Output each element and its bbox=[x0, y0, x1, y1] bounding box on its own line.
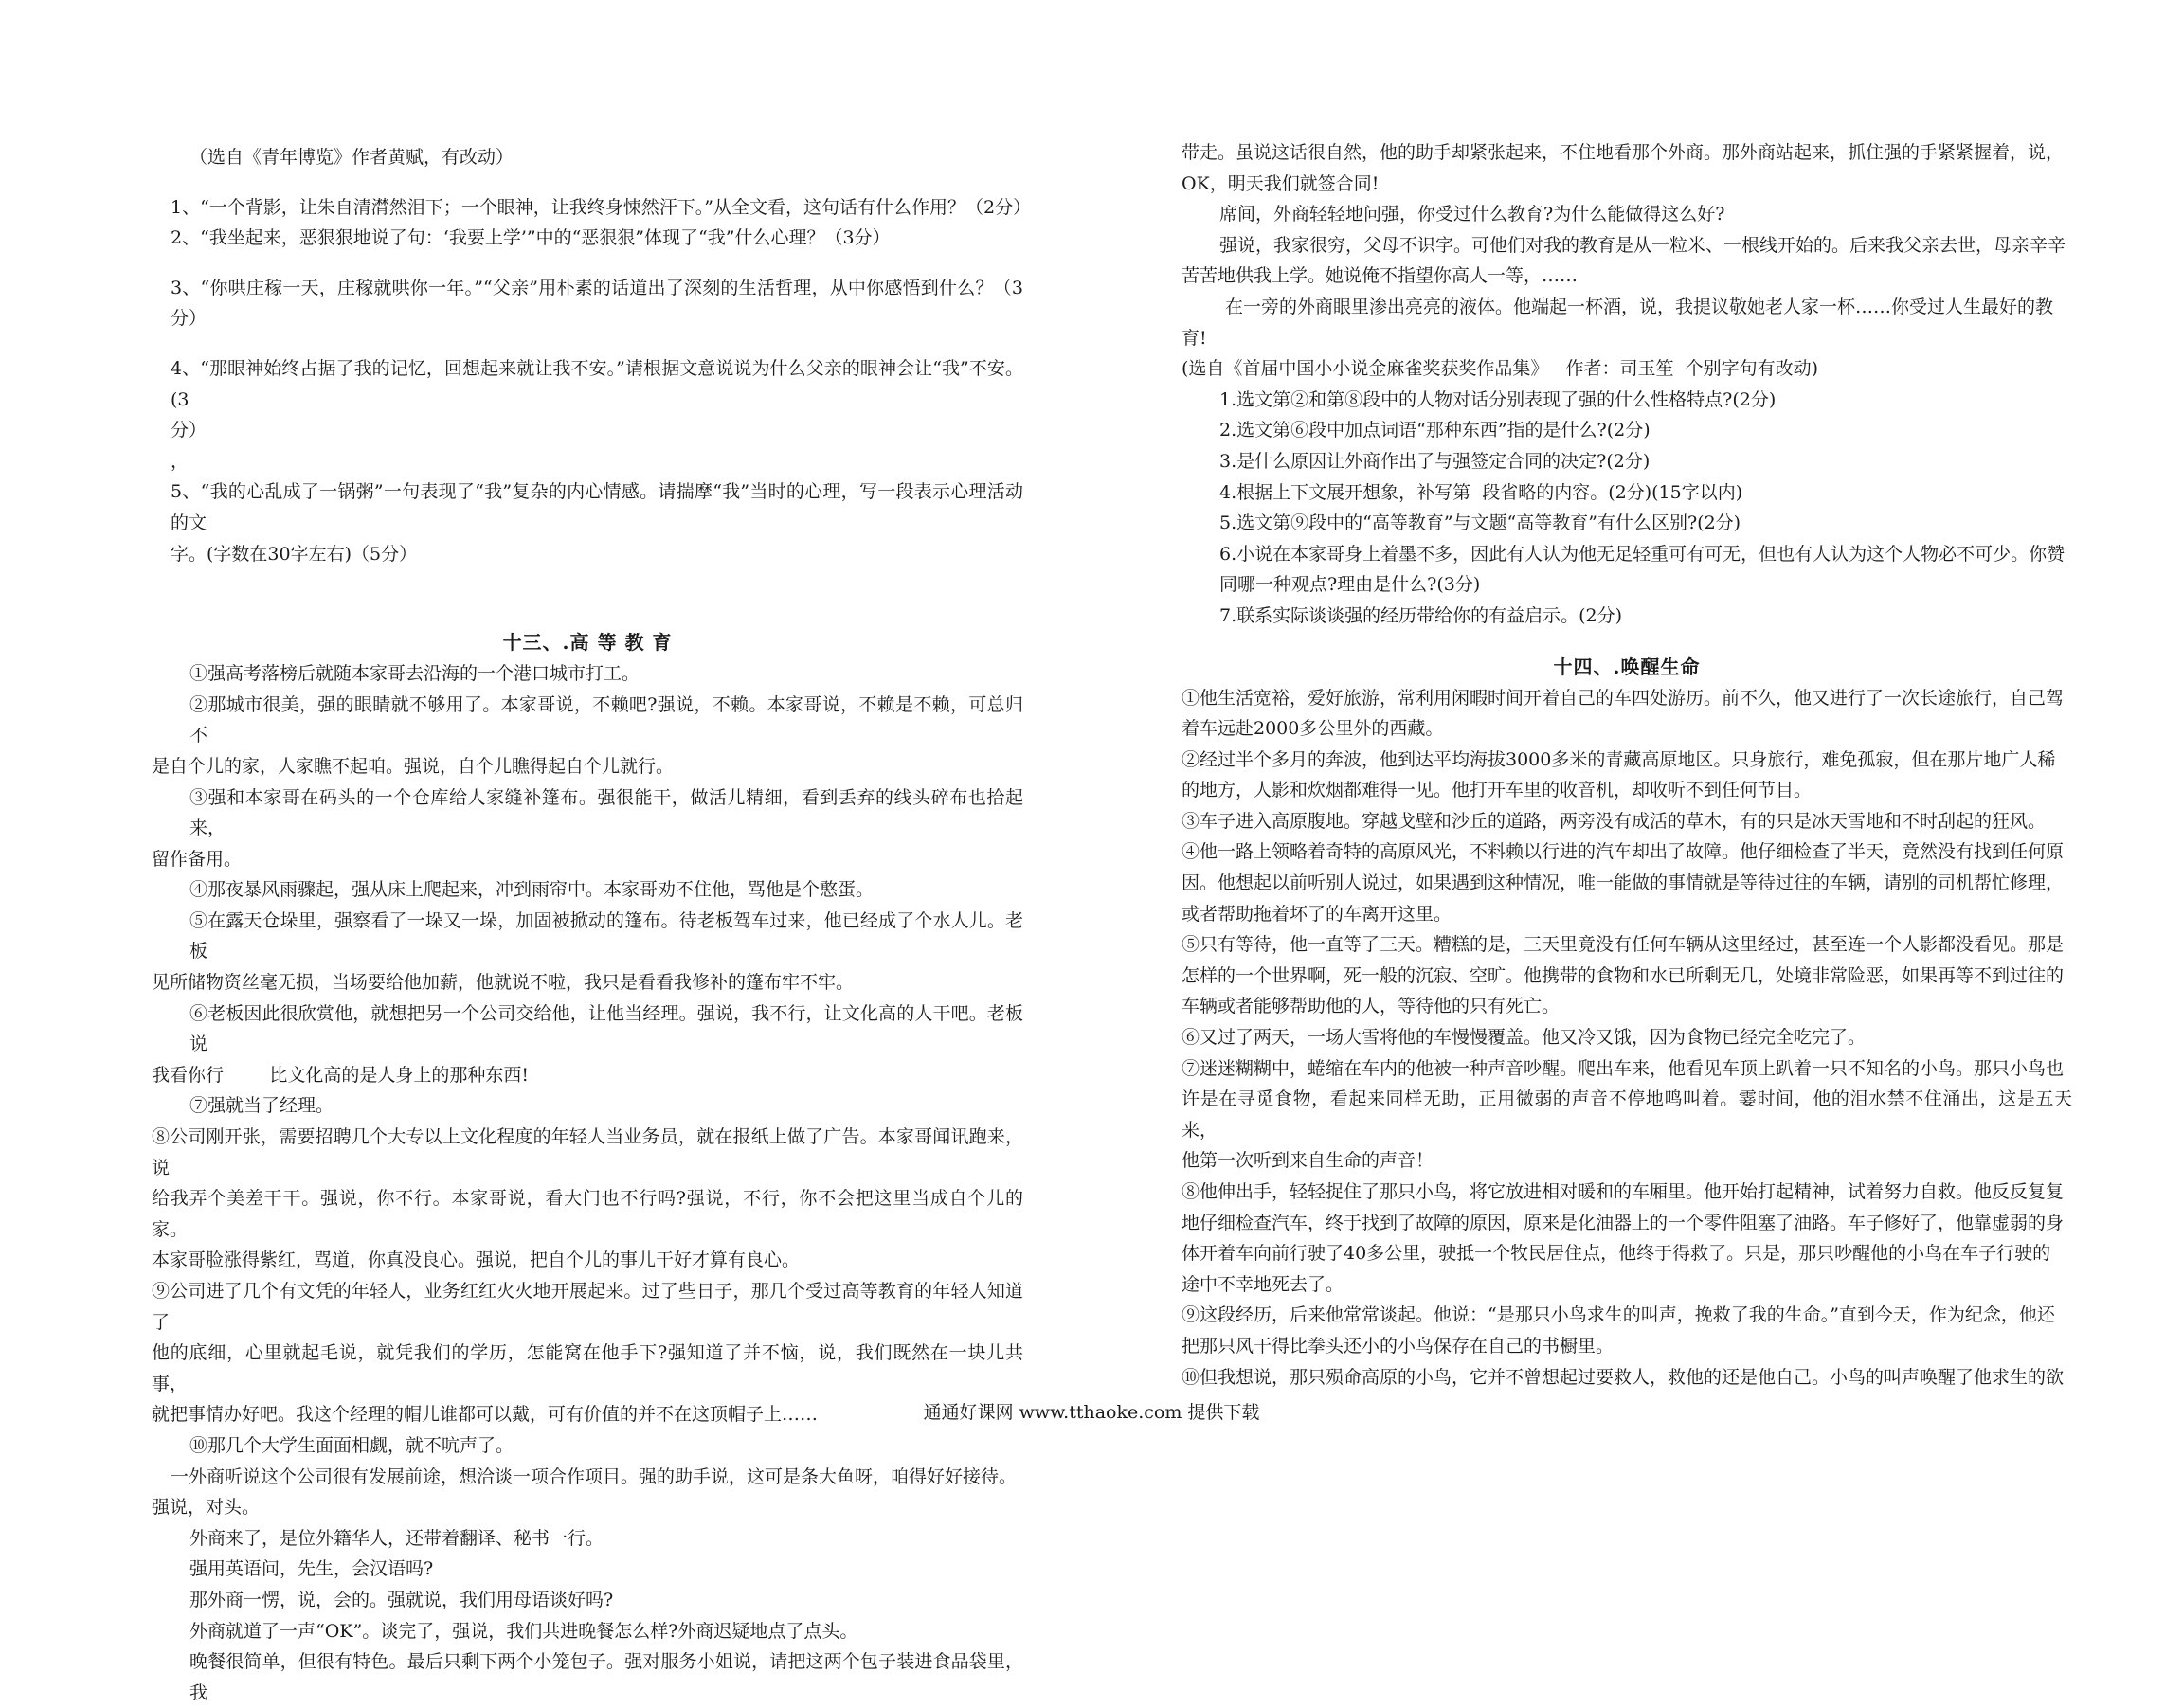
story-awaken-life bbox=[1182, 683, 2072, 1393]
paragraph-line: 晚餐很简单，但很有特色。最后只剩下两个小笼包子。强对服务小姐说，请把这两个包子装进食品袋里，我 bbox=[189, 1651, 1023, 1703]
question-line: 字。(字数在30字左右)（5分） bbox=[171, 543, 418, 565]
paragraph-line: 外商来了，是位外籍华人，还带着翻译、秘书一行。 bbox=[189, 1527, 604, 1549]
paragraph-line: ②经过半个多月的奔波，他到达平均海拔3000多米的青藏高原地区。只身旅行，难免孤寂，但在那片地广人稀 bbox=[1182, 748, 2056, 770]
paragraph-line: 或者帮助拖着坏了的车离开这里。 bbox=[1182, 903, 1452, 925]
paragraph-line: 怎样的一个世界啊，死一般的沉寂、空旷。他携带的食物和水已所剩无几，处境非常险恶，如果再等不到过往的 bbox=[1182, 964, 2065, 986]
paragraph-line: OK，明天我们就签合同! bbox=[1182, 172, 1380, 194]
paragraph-line: 他第一次听到来自生命的声音！ bbox=[1182, 1150, 1434, 1172]
paragraph-line: 苦苦地供我上学。她说俺不指望你高人一等，…… bbox=[1182, 265, 1579, 287]
question-line: 分） bbox=[171, 420, 207, 441]
paragraph-line: ⑤在露天仓垛里，强察看了一垛又一垛，加固被掀动的篷布。待老板驾车过来，他已经成了个水人儿。老板 bbox=[189, 909, 1023, 962]
paragraph-line: 那外商一愣，说，会的。强就说，我们用母语谈好吗? bbox=[189, 1589, 614, 1610]
paragraph-line: 强用英语问，先生，会汉语吗? bbox=[189, 1558, 434, 1580]
paragraph-line: ①他生活宽裕，爱好旅游，常利用闲暇时间开着自己的车四处游历。前不久，他又进行了一次长途旅行，自己驾 bbox=[1182, 687, 2065, 709]
question-line: 2.选文第⑥段中加点词语“那种东西”指的是什么?(2分) bbox=[1219, 420, 1651, 441]
story-higher-education bbox=[152, 658, 1023, 1708]
question-line: 1.选文第②和第⑧段中的人物对话分别表现了强的什么性格特点?(2分) bbox=[1219, 388, 1777, 410]
paragraph-line: ⑥老板因此很欣赏他，就想把另一个公司交给他，让他当经理。强说，我不行，让文化高的人干吧。老板说 bbox=[189, 1002, 1023, 1055]
question-line: 3.是什么原因让外商作出了与强签定合同的决定?(2分) bbox=[1219, 450, 1651, 472]
paragraph-line: 留作备用。 bbox=[152, 848, 243, 870]
paragraph-line: 因。他想起以前听别人说过，如果遇到这种情况，唯一能做的事情就是等待过往的车辆，请别的司机帮忙修理， bbox=[1182, 872, 2065, 894]
paragraph-line: ⑩那几个大学生面面相觑，就不吭声了。 bbox=[189, 1434, 514, 1456]
paragraph-line: 他的底细，心里就起毛说，就凭我们的学历，怎能窝在他手下?强知道了并不恼，说，我们既然在一块儿共事， bbox=[152, 1342, 1023, 1394]
paragraph-line: 我看你行 比文化高的是人身上的那种东西! bbox=[152, 1064, 529, 1086]
paragraph-line: 见所储物资丝毫无损，当场要给他加薪，他就说不啦，我只是看看我修补的篷布牢不牢。 bbox=[152, 972, 855, 994]
paragraph-line: 席间，外商轻轻地问强，你受过什么教育?为什么能做得这么好? bbox=[1219, 204, 1725, 225]
paragraph-line: (选自《首届中国小小说金麻雀奖获奖作品集》 作者：司玉笙 个别字句有改动) bbox=[1182, 358, 1819, 380]
paragraph-line: 强说，对头。 bbox=[152, 1497, 261, 1519]
story-higher-education-cont bbox=[1182, 137, 2072, 385]
paragraph-line: 着车远赴2000多公里外的西藏。 bbox=[1182, 718, 1444, 740]
question-line: ， bbox=[171, 450, 189, 472]
paragraph-line: ⑤只有等待，他一直等了三天。糟糕的是，三天里竟没有任何车辆从这里经过，甚至连一个人影都没看见。那是 bbox=[1182, 934, 2065, 956]
paragraph-line: 育! bbox=[1182, 327, 1207, 349]
paragraph-line: ②那城市很美，强的眼睛就不够用了。本家哥说，不赖吧?强说，不赖。本家哥说，不赖是不赖，可总归不 bbox=[189, 693, 1023, 746]
paragraph-line: ③强和本家哥在码头的一个仓库给人家缝补篷布。强很能干，做活儿精细，看到丢弃的线头碎布也拾起来， bbox=[189, 786, 1023, 839]
paragraph-line: ⑩但我想说，那只殒命高原的小鸟，它并不曾想起过要救人，救他的还是他自己。小鸟的叫声唤醒了他求生的欲 bbox=[1182, 1366, 2065, 1388]
paragraph-line: ⑥又过了两天，一场大雪将他的车慢慢覆盖。他又冷又饿，因为食物已经完全吃完了。 bbox=[1182, 1027, 1867, 1049]
paragraph-line: 强说，我家很穷，父母不识字。可他们对我的教育是从一粒米、一根线开始的。后来我父亲去世，母亲辛辛 bbox=[1219, 234, 2066, 256]
question-line: 3、“你哄庄稼一天，庄稼就哄你一年。”“父亲”用朴素的话道出了深刻的生活哲理，从中你感悟到什么？（3分） bbox=[171, 277, 1023, 330]
paragraph-line: ⑨公司进了几个有文凭的年轻人，业务红红火火地开展起来。过了些日子，那几个受过高等教育的年轻人知道了 bbox=[152, 1281, 1023, 1333]
paragraph-line: ⑨这段经历，后来他常常谈起。他说：“是那只小鸟求生的叫声，挽救了我的生命。”直到今天，作为纪念，他还 bbox=[1182, 1304, 2055, 1326]
paragraph-line: ⑧他伸出手，轻轻捉住了那只小鸟，将它放进相对暖和的车厢里。他开始打起精神，试着努力自救。他反反复复 bbox=[1182, 1181, 2065, 1202]
paragraph-line: 给我弄个美差干干。强说，你不行。本家哥说，看大门也不行吗?强说，不行，你不会把这里当成自个儿的家。 bbox=[152, 1188, 1023, 1240]
paragraph-line: ①强高考落榜后就随本家哥去沿海的一个港口城市打工。 bbox=[189, 663, 640, 685]
source-note: （选自《青年博览》作者黄赋，有改动） bbox=[189, 147, 514, 168]
paragraph-line: 把那只风干得比拳头还小的小鸟保存在自己的书橱里。 bbox=[1182, 1335, 1615, 1357]
paragraph-line: 许是在寻觅食物，看起来同样无助，正用微弱的声音不停地鸣叫着。霎时间，他的泪水禁不住涌出，这是五天来， bbox=[1182, 1088, 2072, 1141]
left-column bbox=[152, 142, 1032, 1708]
question-line: 4、“那眼神始终占据了我的记忆，回想起来就让我不安。”请根据文意说说为什么父亲的眼神会让“我”不安。(3 bbox=[171, 357, 1023, 410]
paragraph-line: 体开着车向前行驶了40多公里，驶抵一个牧民居住点，他终于得救了。只是，那只吵醒他的小鸟在车子行驶的 bbox=[1182, 1243, 2051, 1265]
question-line: 2、“我坐起来，恶狠狠地说了句：‘我要上学’”中的“恶狠狠”体现了“我”什么心理？（3分） bbox=[171, 227, 891, 249]
question-line: 5.选文第⑨段中的“高等教育”与文题“高等教育”有什么区别?(2分) bbox=[1219, 512, 1741, 534]
paragraph-line: 就把事情办好吧。我这个经理的帽儿谁都可以戴，可有价值的并不在这顶帽子上…… bbox=[152, 1404, 819, 1426]
paragraph-line: 车辆或者能够帮助他的人，等待他的只有死亡。 bbox=[1182, 996, 1561, 1017]
paragraph-line: 的地方，人影和炊烟都难得一见。他打开车里的收音机，却收听不到任何节目。 bbox=[1182, 780, 1813, 801]
right-column bbox=[1182, 137, 2072, 1393]
paragraph-line: ④那夜暴风雨骤起，强从床上爬起来，冲到雨帘中。本家哥劝不住他，骂他是个憨蛋。 bbox=[189, 879, 875, 901]
section-title-13: 十三、.高 等 教 育 bbox=[502, 631, 673, 655]
section-title-14: 十四、.唤醒生命 bbox=[1553, 655, 1701, 678]
question-line: 5、“我的心乱成了一锅粥”一句表现了“我”复杂的内心情感。请揣摩“我”当时的心理，写一段表示心理活动的文 bbox=[171, 481, 1023, 533]
page-footer: 通通好课网 www.tthaoke.com 提供下载 bbox=[923, 1402, 1260, 1423]
paragraph-line: ⑦迷迷糊糊中，蜷缩在车内的他被一种声音吵醒。爬出车来，他看见车顶上趴着一只不知名的小鸟。那只小鸟也 bbox=[1182, 1057, 2065, 1079]
questions-13 bbox=[1182, 385, 2072, 632]
question-line: 6.小说在本家哥身上着墨不多，因此有人认为他无足轻重可有可无，但也有人认为这个人物必不可少。你赞 bbox=[1219, 543, 2066, 565]
paragraph-line: ④他一路上领略着奇特的高原风光，不料赖以行进的汽车却出了故障。他仔细检查了半天，竟然没有找到任何原 bbox=[1182, 841, 2065, 863]
paragraph-line: 带走。虽说这话很自然，他的助手却紧张起来，不住地看那个外商。那外商站起来，抓住强的手紧紧握着，说， bbox=[1182, 142, 2065, 163]
paragraph-line: ⑦强就当了经理。 bbox=[189, 1095, 334, 1117]
question-line: 1、“一个背影，让朱自清潸然泪下；一个眼神，让我终身悚然汗下。”从全文看，这句话有什么作用？（2分） bbox=[171, 196, 1032, 218]
questions-13-prev bbox=[152, 192, 1032, 570]
question-line: 同哪一种观点?理由是什么?(3分) bbox=[1219, 574, 1481, 596]
question-line: 7.联系实际谈谈强的经历带给你的有益启示。(2分) bbox=[1219, 604, 1623, 626]
paragraph-line: 本家哥脸涨得紫红，骂道，你真没良心。强说，把自个儿的事儿干好才算有良心。 bbox=[152, 1250, 801, 1271]
paragraph-line: 在一旁的外商眼里渗出亮亮的液体。他端起一杯酒，说，我提议敬她老人家一杯……你受过人生最好的教 bbox=[1219, 296, 2054, 317]
paragraph-line: ③车子进入高原腹地。穿越戈壁和沙丘的道路，两旁没有成活的草木，有的只是冰天雪地和不时刮起的狂风。 bbox=[1182, 810, 2047, 832]
paragraph-line: ⑧公司刚开张，需要招聘几个大专以上文化程度的年轻人当业务员，就在报纸上做了广告。本家哥闻讯跑来，说 bbox=[152, 1126, 1023, 1178]
paragraph-line: 一外商听说这个公司很有发展前途，想洽谈一项合作项目。强的助手说，这可是条大鱼呀，咱得好好接待。 bbox=[171, 1465, 1018, 1487]
question-line: 4.根据上下文展开想象，补写第 段省略的内容。(2分)(15字以内) bbox=[1219, 481, 1743, 503]
paragraph-line: 途中不幸地死去了。 bbox=[1182, 1273, 1344, 1295]
paragraph-line: 外商就道了一声“OK”。谈完了，强说，我们共进晚餐怎么样?外商迟疑地点了点头。 bbox=[189, 1620, 858, 1642]
paragraph-line: 是自个儿的家，人家瞧不起咱。强说，自个儿瞧得起自个儿就行。 bbox=[152, 755, 675, 777]
paragraph-line: 地仔细检查汽车，终于找到了故障的原因，原来是化油器上的一个零件阻塞了油路。车子修好了，他靠虚弱的身 bbox=[1182, 1212, 2065, 1233]
